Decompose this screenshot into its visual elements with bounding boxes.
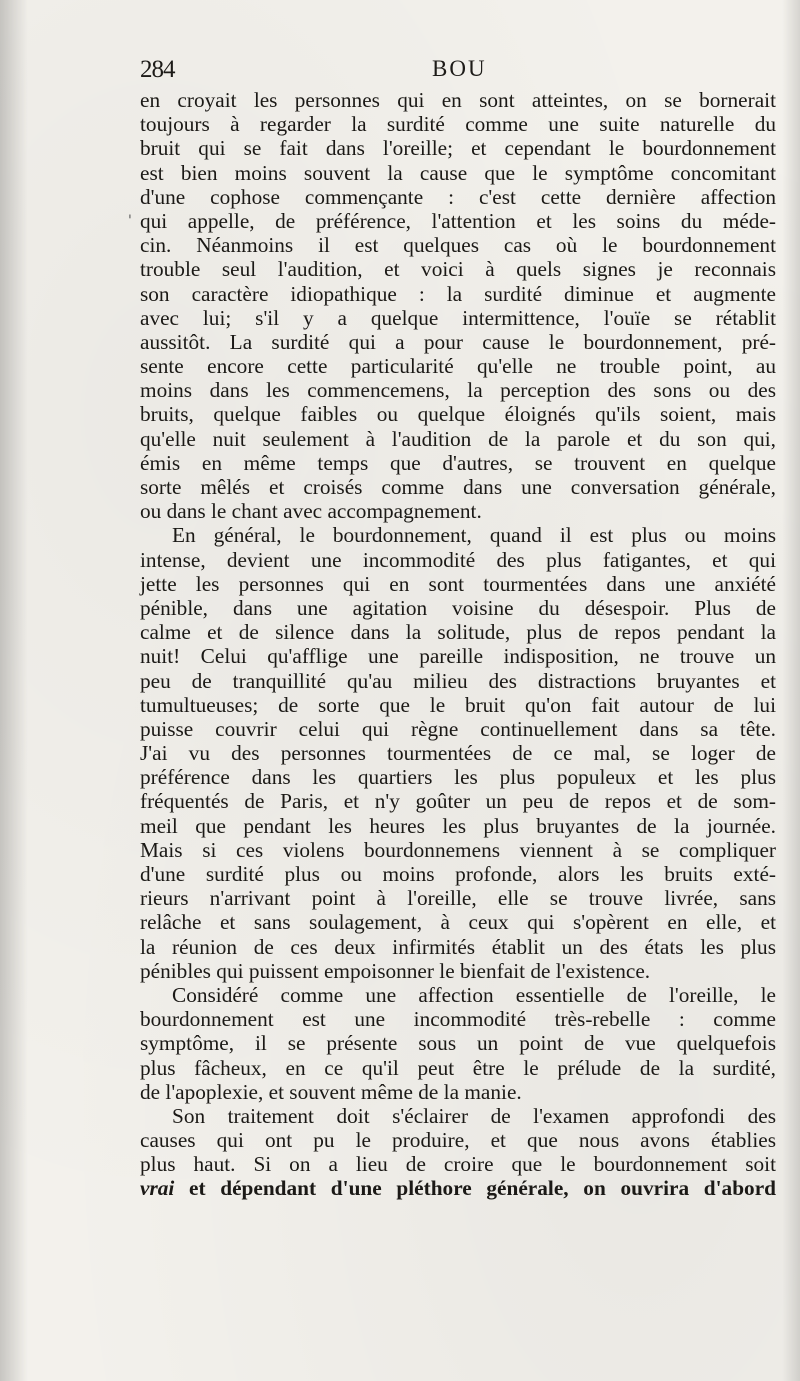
text-line: Considéré comme une affection essentielle de l'oreille, le <box>172 982 776 1007</box>
text-line: peu de tranquillité qu'au milieu des distractions bruyantes et <box>140 668 776 693</box>
text-line: pénible, dans une agitation voisine du désespoir. Plus de <box>140 595 776 620</box>
page-edge-shadow <box>782 0 800 1381</box>
text-line: émis en même temps que d'autres, se trouvent en quelque <box>140 450 776 475</box>
page-number: 284 <box>140 56 175 83</box>
text-line: son caractère idiopathique : la surdité diminue et augmente <box>140 281 776 306</box>
page-header <box>140 52 780 88</box>
text-line: jette les personnes qui en sont tourmentées dans une anxiété <box>140 571 776 596</box>
text-line: en croyait les personnes qui en sont atteintes, on se bornerait <box>140 88 776 112</box>
text-line: toujours à regarder la surdité comme une suite naturelle du <box>140 112 776 137</box>
text-line: est bien moins souvent la cause que le symptôme concomitant <box>140 160 776 185</box>
text-line: préférence dans les quartiers les plus populeux et les plus <box>140 765 776 790</box>
text-line: fréquentés de Paris, et n'y goûter un peu de repos et de som- <box>140 789 776 814</box>
text-line: qui appelle, de préférence, l'attention et les soins du méde- <box>140 208 776 233</box>
text-line: bruits, quelque faibles ou quelque éloignés qu'ils soient, mais <box>140 402 776 427</box>
text-line: relâche et sans soulagement, à ceux qui s'opèrent en elle, et <box>140 910 776 935</box>
text-line: avec lui; s'il y a quelque intermittence, l'ouïe se rétablit <box>140 305 776 330</box>
text-line: la réunion de ces deux infirmités établit un des états les plus <box>140 934 776 959</box>
text-line: cin. Néanmoins il est quelques cas où le bourdonnement <box>140 233 776 258</box>
text-line: aussitôt. La surdité qui a pour cause le bourdonnement, pré- <box>140 329 776 354</box>
text-line: ou dans le chant avec accompagnement. <box>140 499 482 524</box>
text-line: d'une cophose commençante : c'est cette dernière affection <box>140 184 776 209</box>
text-line: intense, devient une incommodité des plus fatigantes, et qui <box>140 547 776 572</box>
italic-word: vrai <box>140 1176 175 1201</box>
text-line: symptôme, il se présente sous un point de vue quelquefois <box>140 1031 776 1056</box>
text-line: J'ai vu des personnes tourmentées de ce mal, se loger de <box>140 741 776 766</box>
text-line: meil que pendant les heures les plus bruyantes de la journée. <box>140 813 776 838</box>
text-line: plus haut. Si on a lieu de croire que le bourdonnement soit <box>140 1152 776 1177</box>
text-line: qu'elle nuit seulement à l'audition de la parole et du son qui, <box>140 426 776 451</box>
text-line: tumultueuses; de sorte que le bruit qu'on fait autour de lui <box>140 692 776 717</box>
text-line: puisse couvrir celui qui règne continuellement dans sa tête. <box>140 716 776 741</box>
text-line: de l'apoplexie, et souvent même de la manie. <box>140 1079 522 1104</box>
running-head: BOU <box>432 56 487 81</box>
text-line: causes qui ont pu le produire, et que nous avons établies <box>140 1128 776 1153</box>
text-line: Mais si ces violens bourdonnemens viennent à se compliquer <box>140 837 776 862</box>
text-line: calme et de silence dans la solitude, plus de repos pendant la <box>140 620 776 645</box>
text-line: nuit! Celui qu'afflige une pareille indisposition, ne trouve un <box>140 644 776 669</box>
text-line: pénibles qui puissent empoisonner le bienfait de l'existence. <box>140 958 651 983</box>
text-line: sorte mêlés et croisés comme dans une conversation générale, <box>140 475 776 499</box>
text-line: sente encore cette particularité qu'elle ne trouble point, au <box>140 354 776 379</box>
text-line: Son traitement doit s'éclairer de l'examen approfondi des <box>172 1103 776 1128</box>
text-line: En général, le bourdonnement, quand il est plus ou moins <box>172 523 776 548</box>
text-line: bourdonnement est une incommodité très-rebelle : comme <box>140 1007 776 1032</box>
text-line: bruit qui se fait dans l'oreille; et cependant le bourdonnement <box>140 136 776 161</box>
text-line: d'une surdité plus ou moins profonde, alors les bruits exté- <box>140 862 776 886</box>
text-line-final <box>140 1176 776 1200</box>
body-text <box>140 88 776 1201</box>
page-gutter-shadow <box>0 0 28 1381</box>
text-line: trouble seul l'audition, et voici à quels signes je reconnais <box>140 257 776 282</box>
margin-mark: ' <box>128 213 132 229</box>
text-line: plus fâcheux, en ce qu'il peut être le prélude de la surdité, <box>140 1055 776 1080</box>
text-line: moins dans les commencemens, la perception des sons ou des <box>140 378 776 403</box>
text-line: rieurs n'arrivant point à l'oreille, elle se trouve livrée, sans <box>140 886 776 911</box>
final-line-text: et dépendant d'une pléthore générale, on ouvrira d'abord <box>174 1176 776 1201</box>
